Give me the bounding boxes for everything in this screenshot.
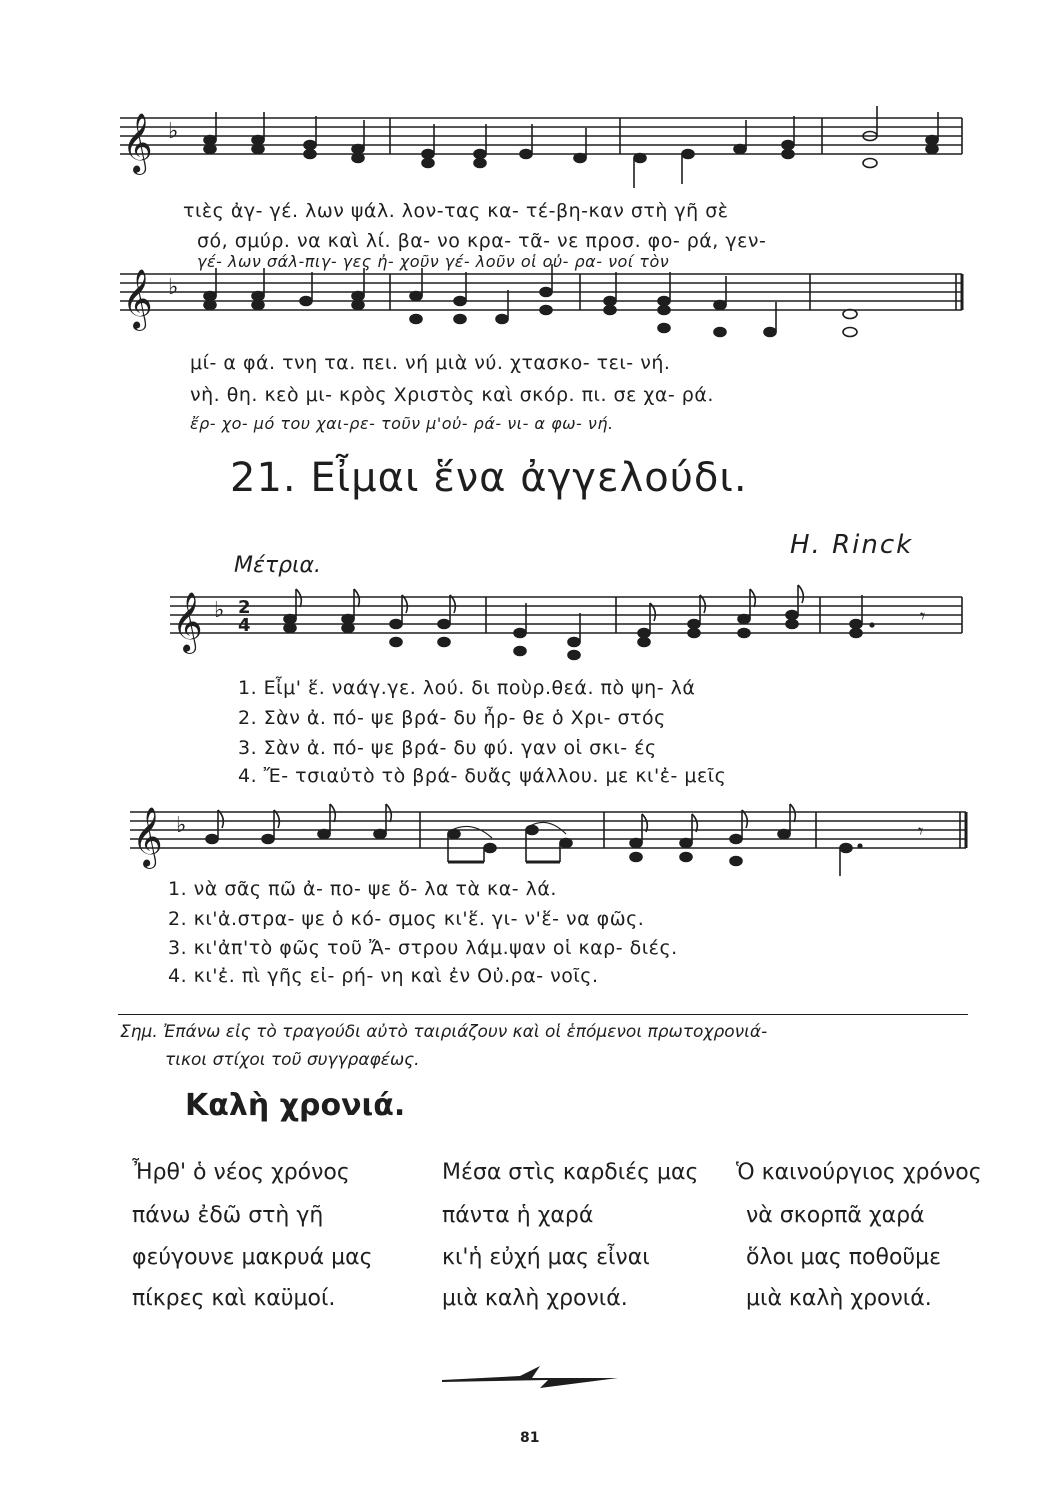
footnote-divider: [118, 1014, 968, 1015]
end-ornament-icon: [440, 1362, 620, 1392]
poem-line: φεύγουνε μακρυά μας: [132, 1245, 373, 1270]
poem-line: πίκρες καὶ καϋμοί.: [132, 1286, 336, 1311]
svg-text:4: 4: [238, 615, 251, 636]
flat-icon: ♭: [168, 119, 179, 144]
song1-verse-line-3: γέ- λων σάλ-πιγ- γες ἠ- χοῦν γέ- λοῦν οἱ οὐ- ρα- νοί τὸν: [197, 252, 670, 271]
song1-ending-line-3: ἔρ- χο- μό του χαι-ρε- τοῦν μ'οὐ- ρά- νι- α φω- νή.: [190, 414, 614, 433]
poem-line: κι'ἡ εὐχή μας εἶναι: [442, 1245, 650, 1270]
song2-verse-line-4: 4. Ἔ- τσιαὐτὸ τὸ βρά- δυἄς ψάλλου. με κι'ἐ- μεῖς: [238, 765, 727, 787]
song2-verse-line-2: 2. Σὰν ἀ. πό- ψε βρά- δυ ἦρ- θε ὁ Χρι- στός: [238, 707, 666, 729]
poem-title: Καλὴ χρονιά.: [185, 1088, 406, 1123]
poem-line: ὅλοι μας ποθοῦμε: [746, 1245, 942, 1270]
song2-verse-line-1: 1. Εἶμ' ἕ. ναάγ.γε. λού. δι ποὺρ.θεά. πὸ ψη- λά: [238, 677, 696, 699]
treble-clef-icon: 𝄞: [122, 269, 153, 329]
poem-line: μιὰ καλὴ χρονιά.: [746, 1286, 932, 1311]
treble-clef-icon: 𝄞: [122, 113, 153, 173]
treble-clef-icon: 𝄞: [132, 807, 163, 867]
flat-icon: ♭: [214, 598, 225, 623]
song1-ending-line-1: μί- α φά. τνη τα. πει. νή μιὰ νύ. χτασκο- τει- νή.: [190, 352, 671, 374]
treble-clef-icon: 𝄞: [172, 592, 203, 652]
tempo-marking: Μέτρια.: [234, 553, 322, 578]
flat-icon: ♭: [176, 813, 187, 838]
poem-line: πάνω ἐδῶ στὴ γῆ: [132, 1203, 324, 1228]
staff-system-1: [110, 88, 970, 198]
rest-icon: 𝄾: [918, 819, 924, 843]
staff-system-3: [150, 575, 970, 675]
rest-icon: 𝄾: [920, 604, 926, 628]
footnote-line-1: Σημ. Ἐπάνω εἰς τὸ τραγούδι αὐτὸ ταιριάζουν καὶ οἱ ἑπόμενοι πρωτοχρονιά-: [120, 1022, 768, 1042]
poem-line: Ἦρθ' ὁ νέος χρόνος: [132, 1160, 350, 1185]
song2-ending-line-1: 1. νὰ σᾶς πῶ ἀ- πο- ψε ὅ- λα τὰ κα- λά.: [168, 878, 557, 900]
staff-system-4: [120, 790, 970, 880]
poem-line: μιὰ καλὴ χρονιά.: [442, 1286, 628, 1311]
song2-ending-line-2: 2. κι'ἀ.στρα- ψε ὁ κό- σμος κι'ἕ. γι- ν'ἕ- να φῶς.: [168, 908, 645, 930]
poem-line: νὰ σκορπᾶ χαρά: [746, 1203, 925, 1228]
song2-ending-line-3: 3. κι'ἀπ'τὸ φῶς τοῦ Ἄ- στρου λάμ.ψαν οἱ καρ- διές.: [168, 937, 678, 959]
composer-name: H. Rinck: [790, 530, 914, 560]
footnote-line-2: τικοι στίχοι τοῦ συγγραφέως.: [165, 1050, 420, 1070]
flat-icon: ♭: [168, 275, 179, 300]
poem-line: Ὁ καινούργιος χρόνος: [736, 1160, 982, 1185]
song2-verse-line-3: 3. Σὰν ἀ. πό- ψε βρά- δυ φύ. γαν οἱ σκι- ές: [238, 737, 657, 759]
song1-verse-line-1: τιὲς ἀγ- γέ. λων ψάλ. λον-τας κα- τέ-βη-καν στὴ γῆ σὲ: [183, 200, 729, 222]
song2-ending-line-4: 4. κι'ἐ. πὶ γῆς εἰ- ρή- νη καὶ ἐν Οὐ.ρα- νοῖς.: [168, 965, 599, 987]
page-number: 81: [520, 1430, 540, 1446]
staff-system-2: [110, 250, 970, 350]
time-signature: 2: [238, 597, 251, 618]
song-title: 21. Εἶμαι ἕνα ἀγγελούδι.: [230, 455, 748, 501]
poem-line: Μέσα στὶς καρδιές μας: [442, 1160, 699, 1185]
poem-line: πάντα ἡ χαρά: [442, 1203, 594, 1228]
song1-verse-line-2: σό, σμύρ. να καὶ λί. βα- νο κρα- τᾶ- νε προσ. φο- ρά, γεν-: [197, 230, 767, 252]
song1-ending-line-2: νὴ. θη. κεὸ μι- κρὸς Χριστὸς καὶ σκόρ. πι. σε χα- ρά.: [190, 384, 714, 406]
